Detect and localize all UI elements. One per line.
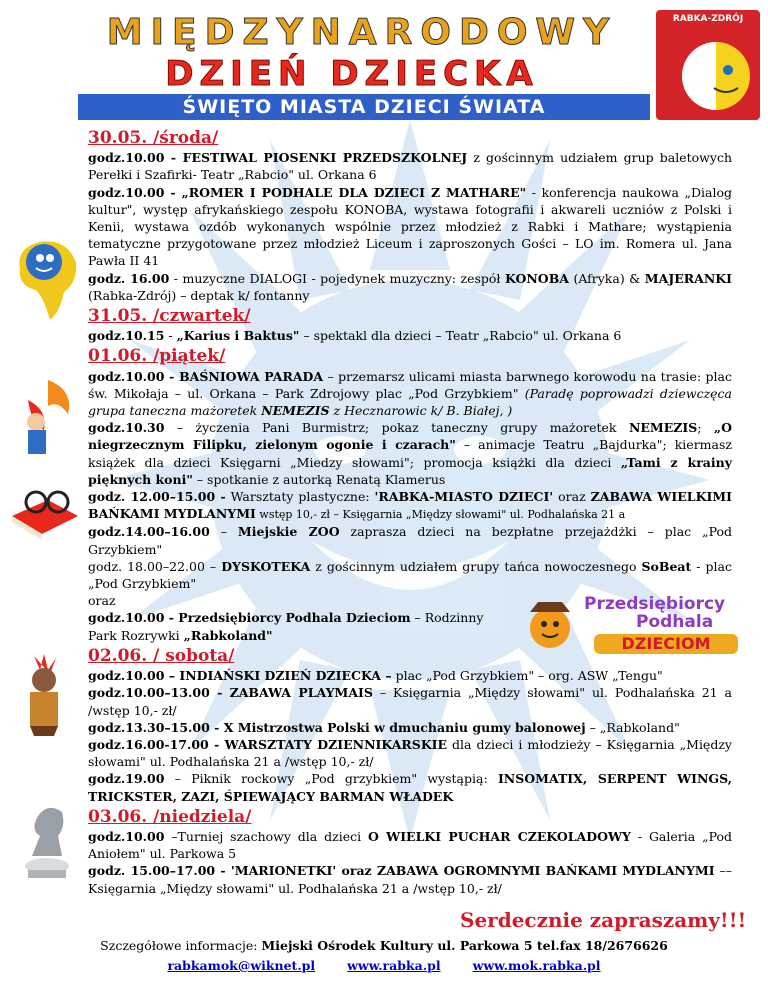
logo-line-2: Podhala — [636, 612, 714, 632]
logo-line-3: DZIECIOM — [594, 634, 738, 654]
event-oraz: oraz — [88, 593, 116, 609]
event-music-dialogues: godz. 16.00 - muzyczne DIALOGI - pojedynek muzyczny: zespół KONOBA (Afryka) & MAJERANKI (Rabka-Zdrój) – deptak k/ fontanny — [88, 270, 732, 303]
event-indian-day: godz.10.00 – INDIAŃSKI DZIEŃ DZIECKA – plac „Pod Grzybkiem" – org. ASW „Tengu" — [88, 668, 663, 684]
africa-children-logo-icon — [6, 228, 82, 324]
event-playmais: godz.10.00–13.00 - ZABAWA PLAYMAIS – Księgarnia „Między słowami" ul. Podhalańska 21 a /wstęp 10,- zł/ — [88, 685, 733, 718]
day-heading-3005: 30.05. /środa/ — [88, 128, 219, 148]
closing-invitation: Serdecznie zapraszamy!!! — [460, 908, 747, 932]
event-bubblegum: godz.13.30–15.00 - X Mistrzostwa Polski w dmuchaniu gumy balonowej – „Rabkoland" — [88, 719, 680, 735]
title-line-1: MIĘDZYNARODOWY — [106, 12, 618, 53]
header-banner: ŚWIĘTO MIASTA DZIECI ŚWIATA — [78, 94, 650, 120]
event-entrepreneurs: godz.10.00 - Przedsiębiorcy Podhala Dzieciom – Rodzinny — [88, 610, 484, 626]
event-chess: godz.10.00 –Turniej szachowy dla dzieci O WIELKI PUCHAR CZEKOLADOWY - Galeria „Pod Aniołem" ul. Parkowa 5 — [88, 828, 732, 862]
footer-info: Szczegółowe informacje: Miejski Ośrodek Kultury ul. Parkowa 5 tel.fax 18/2676626 — [100, 938, 668, 953]
event-zoo: godz.14.00–16.00 – Miejskie ZOO zaprasza dzieci na bezpłatne przejażdżki – plac „Pod Grzybkiem" — [88, 524, 732, 557]
book-with-glasses-icon — [8, 476, 82, 544]
website-link[interactable]: www.rabka.pl — [347, 958, 441, 973]
day-heading-0106: 01.06. /piątek/ — [88, 346, 226, 367]
event-rabkoland: Park Rozrywki „Rabkoland" — [88, 627, 273, 643]
email-link[interactable]: rabkamok@wiknet.pl — [167, 958, 316, 973]
chess-knight-icon — [18, 796, 76, 884]
indian-child-icon — [14, 650, 76, 738]
header — [62, 8, 760, 120]
event-rock-picnic: godz.19.00 – Piknik rockowy „Pod grzybkiem" wystąpią: INSOMATIX, SERPENT WINGS, TRICKSTER, ZAZI, ŚPIEWAJĄCY BARMAN WŁADEK — [88, 771, 733, 804]
city-crest-icon — [656, 10, 760, 120]
event-journalism: godz.16.00-17.00 - WARSZTATY DZIENNIKARSKIE dla dzieci i młodzieży – Księgarnia „Między słowami" ul. Podhalańska 21 a /wstęp 10,- zł/ — [88, 736, 732, 770]
event-karius-baktus: godz.10.15 - „Karius i Baktus" – spektakl dla dzieci – Teatr „Rabcio" ul. Orkana 6 — [88, 328, 622, 344]
event-romer-conference: godz.10.00 - „ROMER I PODHALE DLA DZIECI Z MATHARE" - konferencja naukowa „Dialog kultur", występ afrykańskiego zespołu KONOBA, wystawa fotografii i akwareli uczniów z Polski i Kenii, wystawa ozdób wykonanych wspólnie przez młodzież z Rabki i Mathare; wystąpienia tematyczne przygotowane przez młodzież Liceum i zaproszonych Gości – LO im. Romera ul. Jana Pawła II 41 — [88, 184, 732, 269]
event-fairy-parade: godz.10.00 - BAŚNIOWA PARADA – przemarsz ulicami miasta barwnego korowodu na trasie: plac św. Mikołaja – ul. Orkana – Park Zdrojowy plac „Pod Grzybkiem" (Paradę poprowadzi dziewczęca grupa taneczna mażoretek NEMEZIS z Hecznarowic k/ B. Białej, ) — [88, 368, 733, 419]
title-line-2: DZIEŃ DZIECKA — [165, 54, 539, 94]
event-festival: godz.10.00 - FESTIWAL PIOSENKI PRZEDSZKOLNEJ z gościnnym udziałem grup baletowych Perełki i Szafirki- Teatr „Rabcio" ul. Orkana 6 — [88, 150, 732, 183]
event-disco: godz. 18.00–22.00 – DYSKOTEKA z gościnnym udziałem grupy tańca nowoczesnego SoBeat - plac „Pod Grzybkiem" — [88, 558, 732, 592]
mok-website-link[interactable]: www.mok.rabka.pl — [472, 958, 601, 973]
sun-face-icon — [656, 10, 760, 120]
event-marionettes: godz. 15.00–17.00 - 'MARIONETKI' oraz ZABAWA OGROMNYMI BAŃKAMI MYDLANYMI –– Księgarnia „Między słowami" ul. Podhalańska 21 a /wstęp 10,- zł/ — [88, 863, 732, 896]
event-art-workshops: godz. 12.00–15.00 - Warsztaty plastyczne: 'RABKA-MIASTO DZIECI' oraz ZABAWA WIELKIMI BAŃKAMI MYDLANYMI wstęp 10,- zł – Księgarnia „Między słowami" ul. Podhalańska 21 a — [88, 489, 732, 522]
day-heading-3105: 31.05. /czwartek/ — [88, 306, 251, 327]
logo-line-1: Przedsiębiorcy — [584, 594, 726, 614]
footer — [0, 936, 768, 976]
footer-links — [0, 956, 768, 976]
day-heading-0206: 02.06. / sobota/ — [88, 645, 235, 666]
day-heading-0306: 03.06. /niedziela/ — [88, 806, 252, 827]
event-mayor-wishes: godz.10.30 – życzenia Pani Burmistrz; pokaz taneczny grupy mażoretek NEMEZIS; „O niegrzecznym Filipku, zielonym ogonie i czarach" – animacje Teatru „Bajdurka"; kiermasz książek dla dzieci Księgarni „Miedzy słowami"; promocja książki dla dzieci „Tami z krainy pięknych koni" – spotkanie z autorką Renatą Klamerus — [88, 420, 733, 487]
firebird-rider-icon — [8, 370, 78, 460]
crest-name: RABKA-ZDRÓJ — [672, 14, 744, 24]
program-content — [88, 126, 732, 897]
